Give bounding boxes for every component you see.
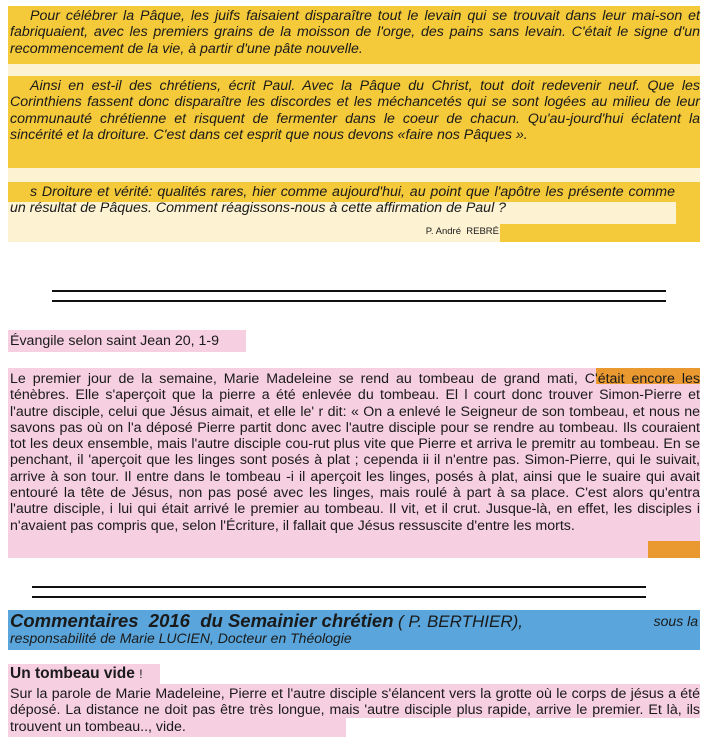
orange-highlight <box>648 541 700 558</box>
commentary-responsibility: responsabilité de Marie LUCIEN, Docteur en Théologie <box>10 630 352 646</box>
commentary-editor: ( P. BERTHIER), <box>397 612 523 631</box>
divider-rule <box>32 586 646 588</box>
reflection-author: P. André REBRÉ <box>425 226 499 237</box>
divider-rule <box>52 290 666 292</box>
gospel-text: Le premier jour de la semaine, Marie Madeleine se rend au tombeau de grand mati, C'était encore les ténèbres. Elle s'aperçoit que la pierre a été enlevée du tombeau. El l court donc trouver Simon-Pierre et l'autre disciple, celui que Jésus aimait, et elle le' r dit: « On a enlevé le Seigneur de son tombeau, et nous ne savons pas où on l'a déposé Pierre partit donc avec l'autre disciple pour se rendre au tombeau. Ils couraient tot les deux ensemble, mais l'autre disciple cou-rut plus vite que Pierre et arriva le premitr au tombeau. En se penchant, il 'aperçoit que les linges sont posés à plat ; cependa ii il n'entre pas. Simon-Pierre, qui le suivait, arrive à son tour. Il entre dans le tombeau -i il aperçoit les linges, posés à plat, ainsi que le suaire qui avait entouré la tête de Jésus, non pas posé avec les linges, mais roulé à part à sa place. C'est alors qu'entra l'autre disciple, i lui qui était arrivé le premier au tombeau. Il vit, et il crut. Jusque-là, en effet, les disciples i n'avaient pas compris que, selon l'Écriture, il fallait que Jésus ressuscite d'entre les morts. <box>10 371 700 534</box>
yellow-highlight <box>500 224 700 242</box>
commentary-subheading: Un tombeau vide <box>10 665 135 682</box>
commentary-subheading-mark: ! <box>139 667 143 681</box>
commentary-text: Sur la parole de Marie Madeleine, Pierre et l'autre disciple s'élancent vers la grotte où le corps de jésus a été déposé. La distance ne doit pas être très longue, mais 'autre disciple plus rapide, arrive le premier. Et là, ils trouvent un tombeau.., vide. <box>10 686 700 735</box>
divider-rule <box>52 300 666 302</box>
commentary-responsibility-lead: sous la <box>653 613 698 629</box>
gospel-reference: Évangile selon saint Jean 20, 1-9 <box>10 333 220 349</box>
reflection-paragraph: s Droiture et vérité: qualités rares, hier comme aujourd'hui, au point que l'apôtre les présente comme un résultat de Pâques. Comment réagissons-nous à cette affirmation de Paul ? <box>10 184 675 217</box>
reflection-paragraph: Pour célébrer la Pâque, les juifs faisaient disparaître tout le levain qui se trouvait dans leur mai-son et fabriquaient, avec les premiers grains de la moisson de l'orge, des pains sans levain. C'était le signe d'un recommencement de la vie, à partir d'une pâte nouvelle. <box>10 8 700 57</box>
commentary-title-line <box>10 610 700 632</box>
commentary-title: Commentaires 2016 du Semainier chrétien <box>10 610 394 631</box>
commentary-subheading-line <box>10 665 143 683</box>
divider-rule <box>32 596 646 598</box>
reflection-paragraph: Ainsi en est-il des chrétiens, écrit Paul. Avec la Pâque du Christ, tout doit redevenir neuf. Que les Corinthiens fassent donc disparaître les discordes et les méchancetés qui se sont logées au milieu de leur communauté chrétienne et risquent de fermenter dans le coeur de chacun. Qu'au-jourd'hui éclatent la sincérité et la droiture. C'est dans cet esprit que nous devons «faire nos Pâques ». <box>10 78 700 143</box>
